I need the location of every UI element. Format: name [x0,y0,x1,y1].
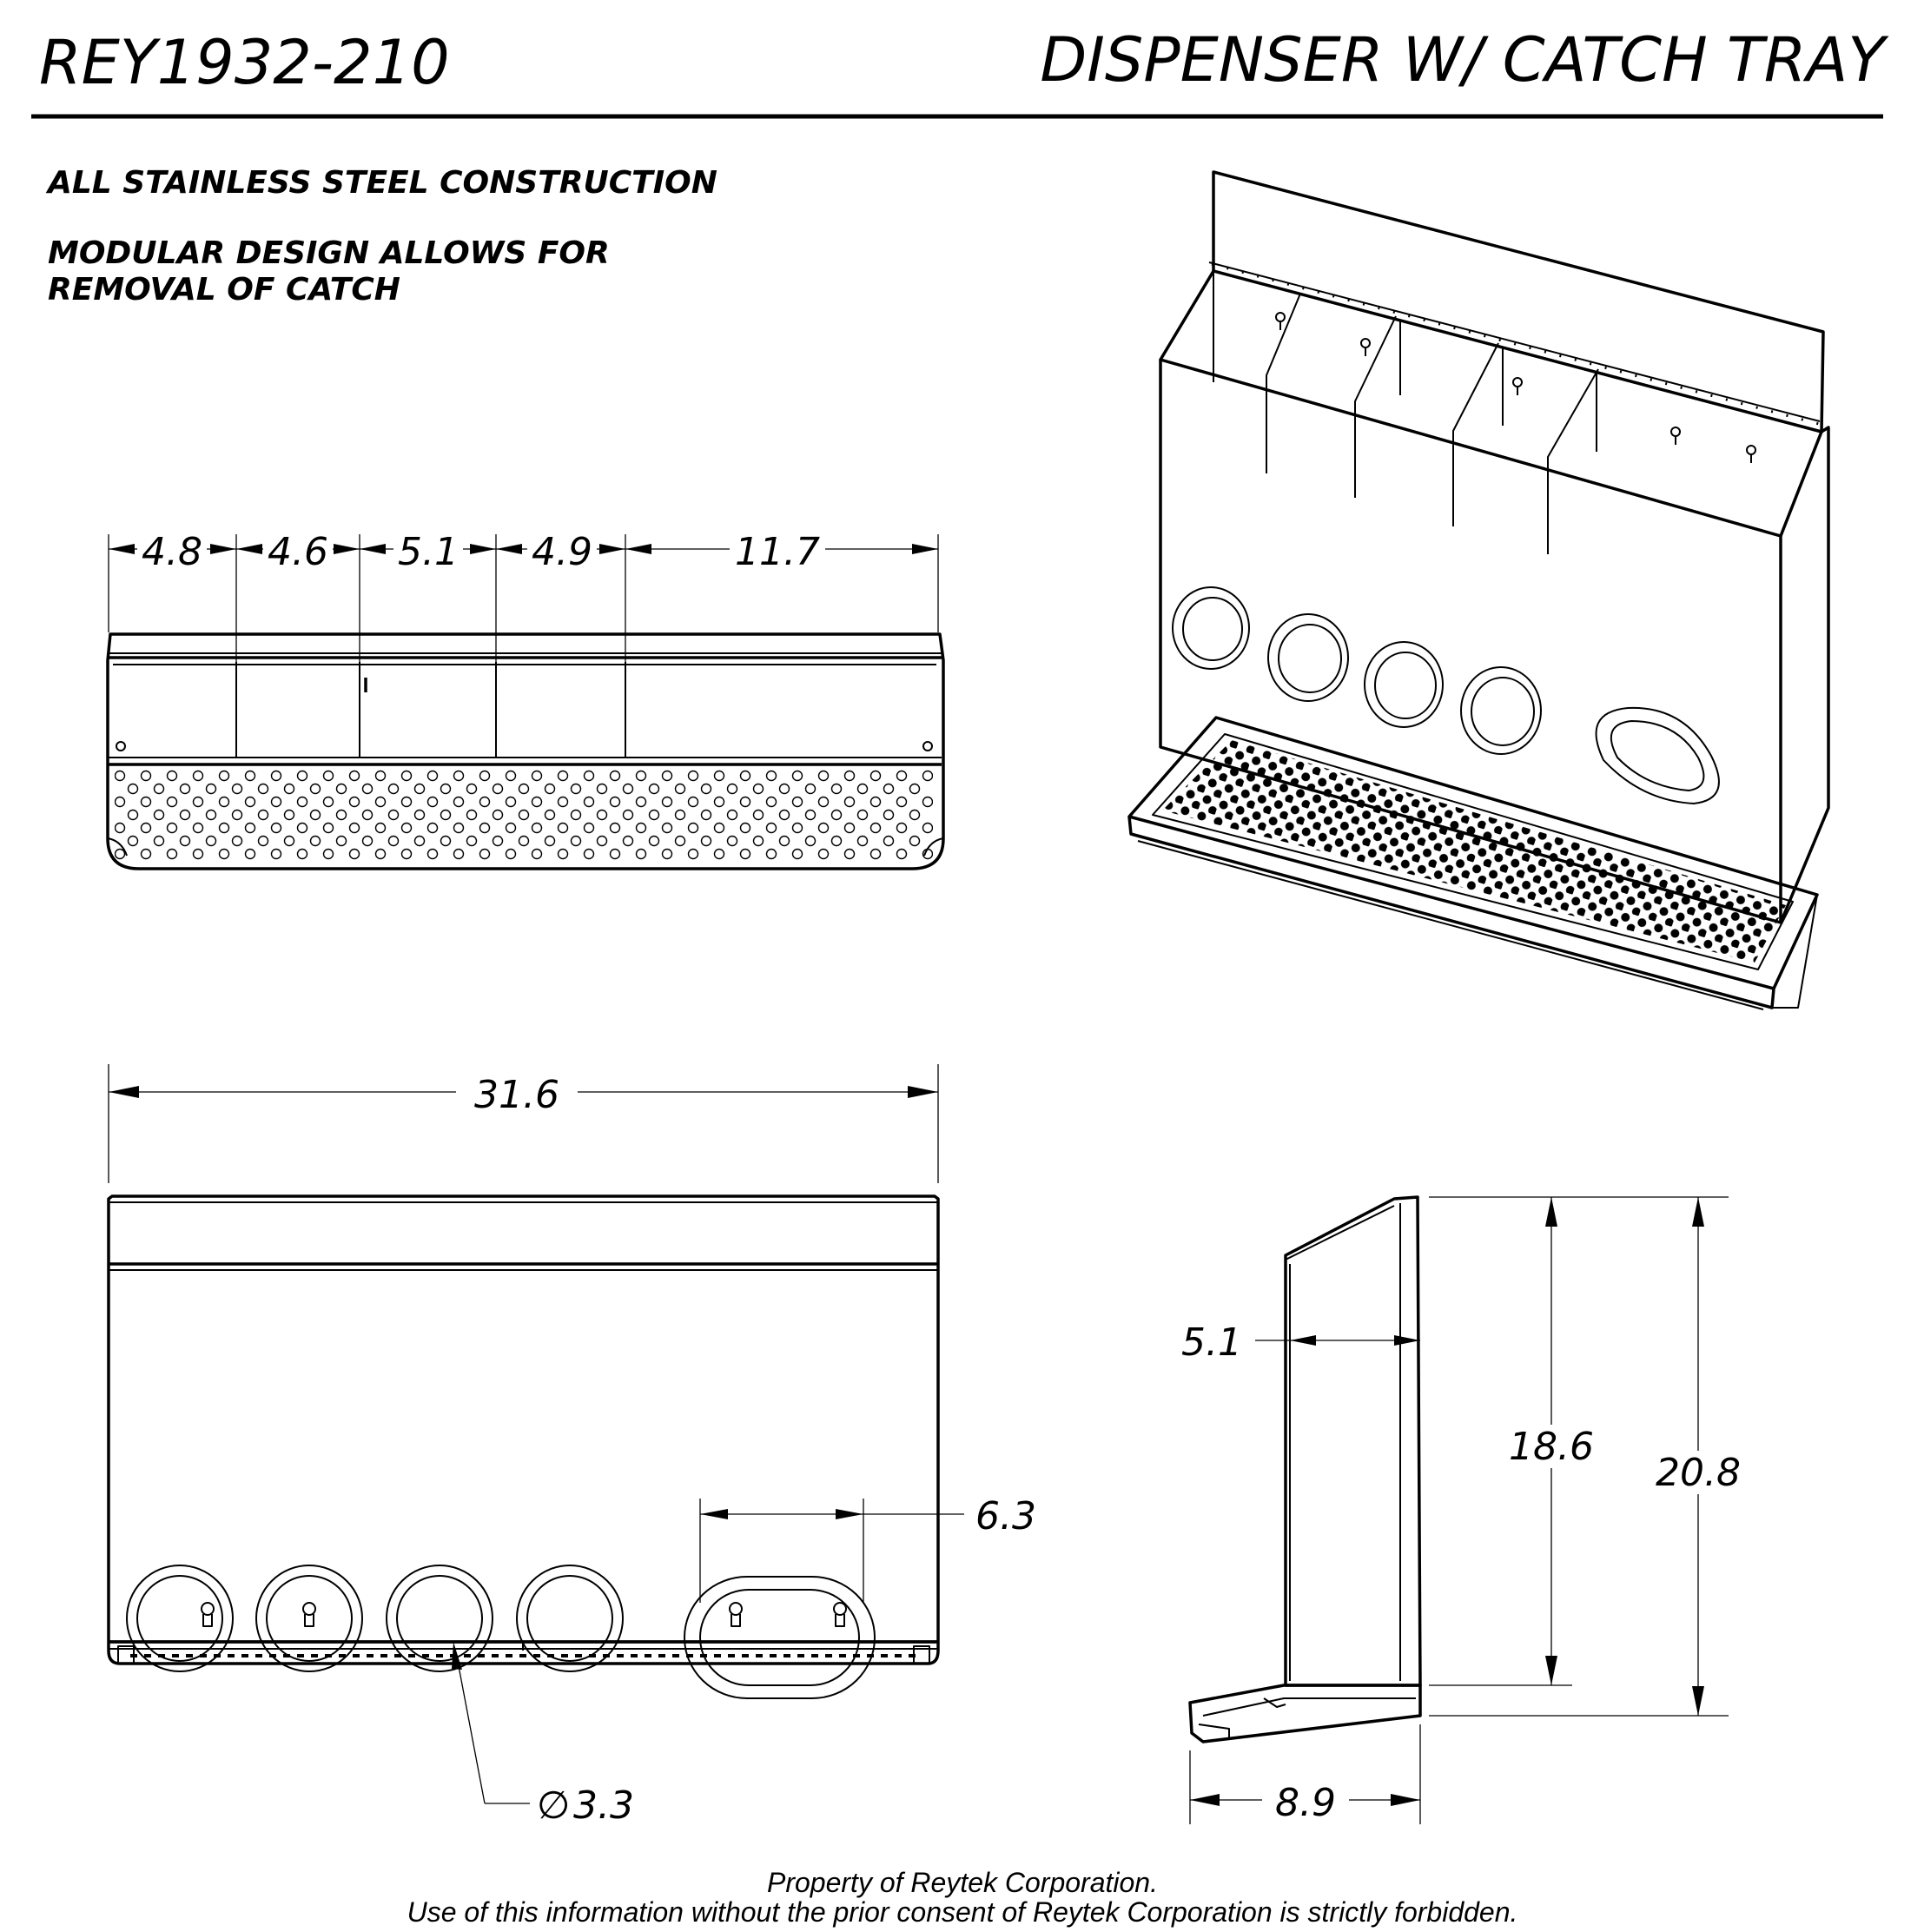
dim-overall-width: 31.6 [474,1073,559,1117]
side-view [1181,1197,1743,1825]
diameter-symbol: ∅ [537,1783,571,1828]
dim-top-depth: 5.1 [1181,1320,1242,1365]
dim-compartment-2: 4.6 [268,530,328,574]
dim-body-height: 18.6 [1509,1425,1594,1469]
isometric-view [1129,172,1828,1009]
dim-oval-width: 6.3 [975,1494,1036,1538]
dim-hole-diameter: 3.3 [573,1783,634,1828]
dim-compartment-5: 11.7 [735,530,820,574]
footer-property: Property of Reytek Corporation. [767,1867,1158,1898]
note-modular-line1: MODULAR DESIGN ALLOWS FOR [48,235,610,271]
dim-overall-height: 20.8 [1656,1451,1741,1495]
footer-disclaimer: Use of this information without the prior consent of Reytek Corporation is strictly forbidden. [407,1896,1518,1928]
part-number: REY1932-210 [39,27,450,98]
dim-compartment-4: 4.9 [532,530,592,574]
dim-compartment-1: 4.8 [142,530,202,574]
dim-overall-depth: 8.9 [1275,1781,1336,1825]
drawing-title: DISPENSER W/ CATCH TRAY [1040,24,1885,96]
front-view [109,1064,1036,1828]
note-modular-line2: REMOVAL OF CATCH [48,272,400,308]
note-material: ALL STAINLESS STEEL CONSTRUCTION [48,165,717,201]
top-view [108,528,943,869]
dim-compartment-3: 5.1 [398,530,459,574]
